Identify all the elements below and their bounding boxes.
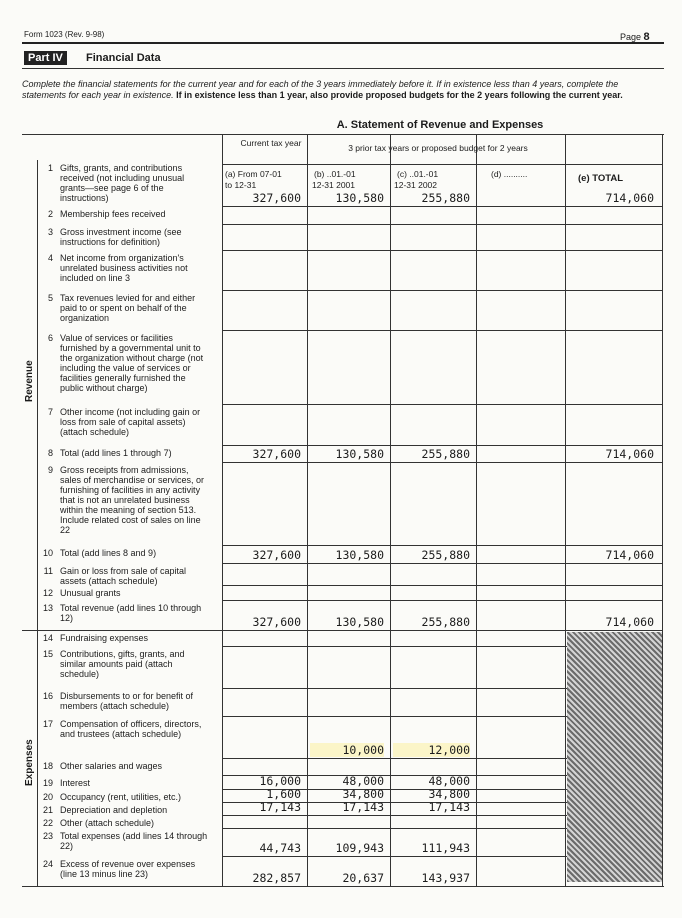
line-number: 12	[42, 588, 53, 598]
table-rule	[222, 462, 663, 463]
part-title: Financial Data	[86, 52, 161, 64]
table-rule	[222, 445, 663, 446]
table-column-rule	[390, 134, 391, 886]
amount-b: 34,800	[342, 787, 384, 801]
line-label: Gross investment income (see instructions for definition)	[60, 227, 182, 247]
col-b-header: (b) ..01.-01	[314, 169, 356, 179]
line-label: Contributions, gifts, grants, and similar amounts paid (attach schedule)	[60, 649, 185, 679]
table-rule	[222, 164, 663, 165]
line-number: 4	[47, 253, 53, 263]
amount-c: 111,943	[421, 841, 470, 855]
instructions-text: Complete the financial statements for the current year and for each of the 3 years immediately before it. If in existence less than 4 years, complete the statements for each year in existence.	[22, 79, 619, 100]
instructions-bold: If in existence less than 1 year, also provide proposed budgets for the 2 years following the current year.	[176, 90, 623, 100]
amount-b: 130,580	[335, 447, 384, 461]
amount-b: 20,637	[342, 871, 384, 885]
amount-c: 12,000	[393, 743, 470, 757]
page-number-label: Page 8	[620, 31, 650, 43]
amount-c: 255,880	[421, 191, 470, 205]
amount-c: 255,880	[421, 548, 470, 562]
col-c-header: (c) ..01.-01	[397, 169, 439, 179]
table-rule	[222, 290, 663, 291]
table-rule	[222, 563, 663, 564]
part-badge: Part IV	[24, 51, 67, 65]
amount-a: 1,600	[266, 787, 301, 801]
amount-e: 714,060	[605, 447, 654, 461]
line-number: 7	[47, 407, 53, 417]
amount-a: 327,600	[252, 191, 301, 205]
table-column-rule	[307, 134, 308, 886]
amount-c: 255,880	[421, 447, 470, 461]
amount-a: 44,743	[259, 841, 301, 855]
table-column-rule	[222, 134, 223, 886]
instructions	[22, 79, 662, 101]
line-label: Total (add lines 8 and 9)	[60, 548, 157, 558]
line-label: Total revenue (add lines 10 through 12)	[60, 603, 202, 623]
table-rule	[222, 206, 663, 207]
total-column-shaded-area	[567, 632, 662, 882]
line-label: Depreciation and depletion	[60, 805, 168, 815]
table-rule	[222, 585, 663, 586]
line-label: Other salaries and wages	[60, 761, 163, 771]
amount-e: 714,060	[605, 191, 654, 205]
line-number: 8	[47, 448, 53, 458]
amount-a: 327,600	[252, 615, 301, 629]
line-number: 14	[42, 633, 53, 643]
line-number: 9	[47, 465, 53, 475]
amount-c: 143,937	[421, 871, 470, 885]
line-label: Tax revenues levied for and either paid to or spent on behalf of the organization	[60, 293, 196, 323]
line-label: Total expenses (add lines 14 through 22)	[60, 831, 208, 851]
table-rule	[22, 134, 664, 135]
col-a-header-to: to 12-31	[225, 180, 257, 190]
amount-c: 255,880	[421, 615, 470, 629]
amount-b: 17,143	[342, 800, 384, 814]
section-title: A. Statement of Revenue and Expenses	[336, 119, 544, 131]
line-label: Value of services or facilities furnished by a governmental unit to the organization without charge (not including the value of services or facilities generally furnished the public without charge)	[60, 333, 204, 393]
expenses-side-label: Expenses	[24, 739, 35, 786]
amount-e: 714,060	[605, 615, 654, 629]
line-label: Gifts, grants, and contributions received (not including unusual grants—see page 6 of the instructions)	[60, 163, 185, 203]
line-number: 6	[47, 333, 53, 343]
amount-b: 48,000	[342, 774, 384, 788]
line-label: Fundraising expenses	[60, 633, 149, 643]
line-number: 18	[42, 761, 53, 771]
amount-b: 130,580	[335, 548, 384, 562]
line-number: 17	[42, 719, 53, 729]
line-label: Disbursements to or for benefit of members (attach schedule)	[60, 691, 194, 711]
amount-c: 48,000	[428, 774, 470, 788]
table-rule	[22, 630, 222, 631]
col-d-header: (d) ..........	[491, 169, 528, 179]
line-number: 20	[42, 792, 53, 802]
amount-e: 714,060	[605, 548, 654, 562]
line-label: Occupancy (rent, utilities, etc.)	[60, 792, 182, 802]
table-rule	[222, 330, 663, 331]
line-label: Other income (not including gain or loss from sale of capital assets) (attach schedule)	[60, 407, 201, 437]
amount-b: 130,580	[335, 615, 384, 629]
table-rule	[222, 545, 663, 546]
form-number: Form 1023 (Rev. 9-98)	[24, 30, 105, 39]
table-column-rule	[565, 134, 566, 886]
table-rule	[222, 404, 663, 405]
col-current-header: Current tax year	[240, 138, 302, 148]
line-number: 16	[42, 691, 53, 701]
col-a-header: (a) From 07-01	[225, 169, 282, 179]
amount-c: 34,800	[428, 787, 470, 801]
amount-c: 17,143	[428, 800, 470, 814]
amount-a: 16,000	[259, 774, 301, 788]
table-column-rule	[476, 134, 477, 886]
col-prior-header: 3 prior tax years or proposed budget for 2 years	[348, 143, 528, 153]
line-number: 1	[47, 163, 53, 173]
col-b-header-to: 12-31 2001	[312, 180, 356, 190]
table-rule	[222, 630, 663, 631]
line-label: Interest	[60, 778, 91, 788]
line-number: 3	[47, 227, 53, 237]
top-rule	[22, 42, 664, 44]
table-rule	[22, 886, 664, 887]
line-number: 13	[42, 603, 53, 613]
line-number: 11	[43, 566, 53, 576]
col-e-header: (e) TOTAL	[578, 173, 624, 184]
line-number: 15	[42, 649, 53, 659]
amount-b: 10,000	[310, 743, 384, 757]
line-label: Unusual grants	[60, 588, 121, 598]
line-number: 24	[42, 859, 53, 869]
line-number: 22	[42, 818, 53, 828]
line-label: Membership fees received	[60, 209, 166, 219]
line-number: 19	[42, 778, 53, 788]
line-number: 23	[42, 831, 53, 841]
table-rule	[222, 600, 663, 601]
line-label: Gain or loss from sale of capital assets (attach schedule)	[60, 566, 187, 586]
line-number: 2	[47, 209, 53, 219]
amount-a: 282,857	[252, 871, 301, 885]
amount-b: 109,943	[335, 841, 384, 855]
header-rule	[22, 68, 664, 69]
line-label: Net income from organization's unrelated business activities not included on line 3	[60, 253, 188, 283]
line-number: 21	[42, 805, 53, 815]
page-number: 8	[643, 31, 650, 43]
revenue-side-label: Revenue	[24, 360, 35, 402]
line-number: 10	[42, 548, 53, 558]
line-number: 5	[47, 293, 53, 303]
col-c-header-to: 12-31 2002	[394, 180, 438, 190]
line-label: Compensation of officers, directors, and trustees (attach schedule)	[60, 719, 202, 739]
line-label: Gross receipts from admissions, sales of merchandise or services, or furnishing of facilities in any activity that is not an unrelated business within the meaning of section 513. Include related cost of sales on line 22	[60, 465, 205, 535]
amount-a: 17,143	[259, 800, 301, 814]
line-label: Excess of revenue over expenses (line 13 minus line 23)	[60, 859, 196, 879]
table-column-rule	[662, 134, 663, 886]
amount-a: 327,600	[252, 548, 301, 562]
table-rule	[222, 224, 663, 225]
table-rule	[222, 250, 663, 251]
table-column-rule	[37, 160, 38, 886]
line-label: Other (attach schedule)	[60, 818, 155, 828]
line-label: Total (add lines 1 through 7)	[60, 448, 172, 458]
amount-a: 327,600	[252, 447, 301, 461]
amount-b: 130,580	[335, 191, 384, 205]
